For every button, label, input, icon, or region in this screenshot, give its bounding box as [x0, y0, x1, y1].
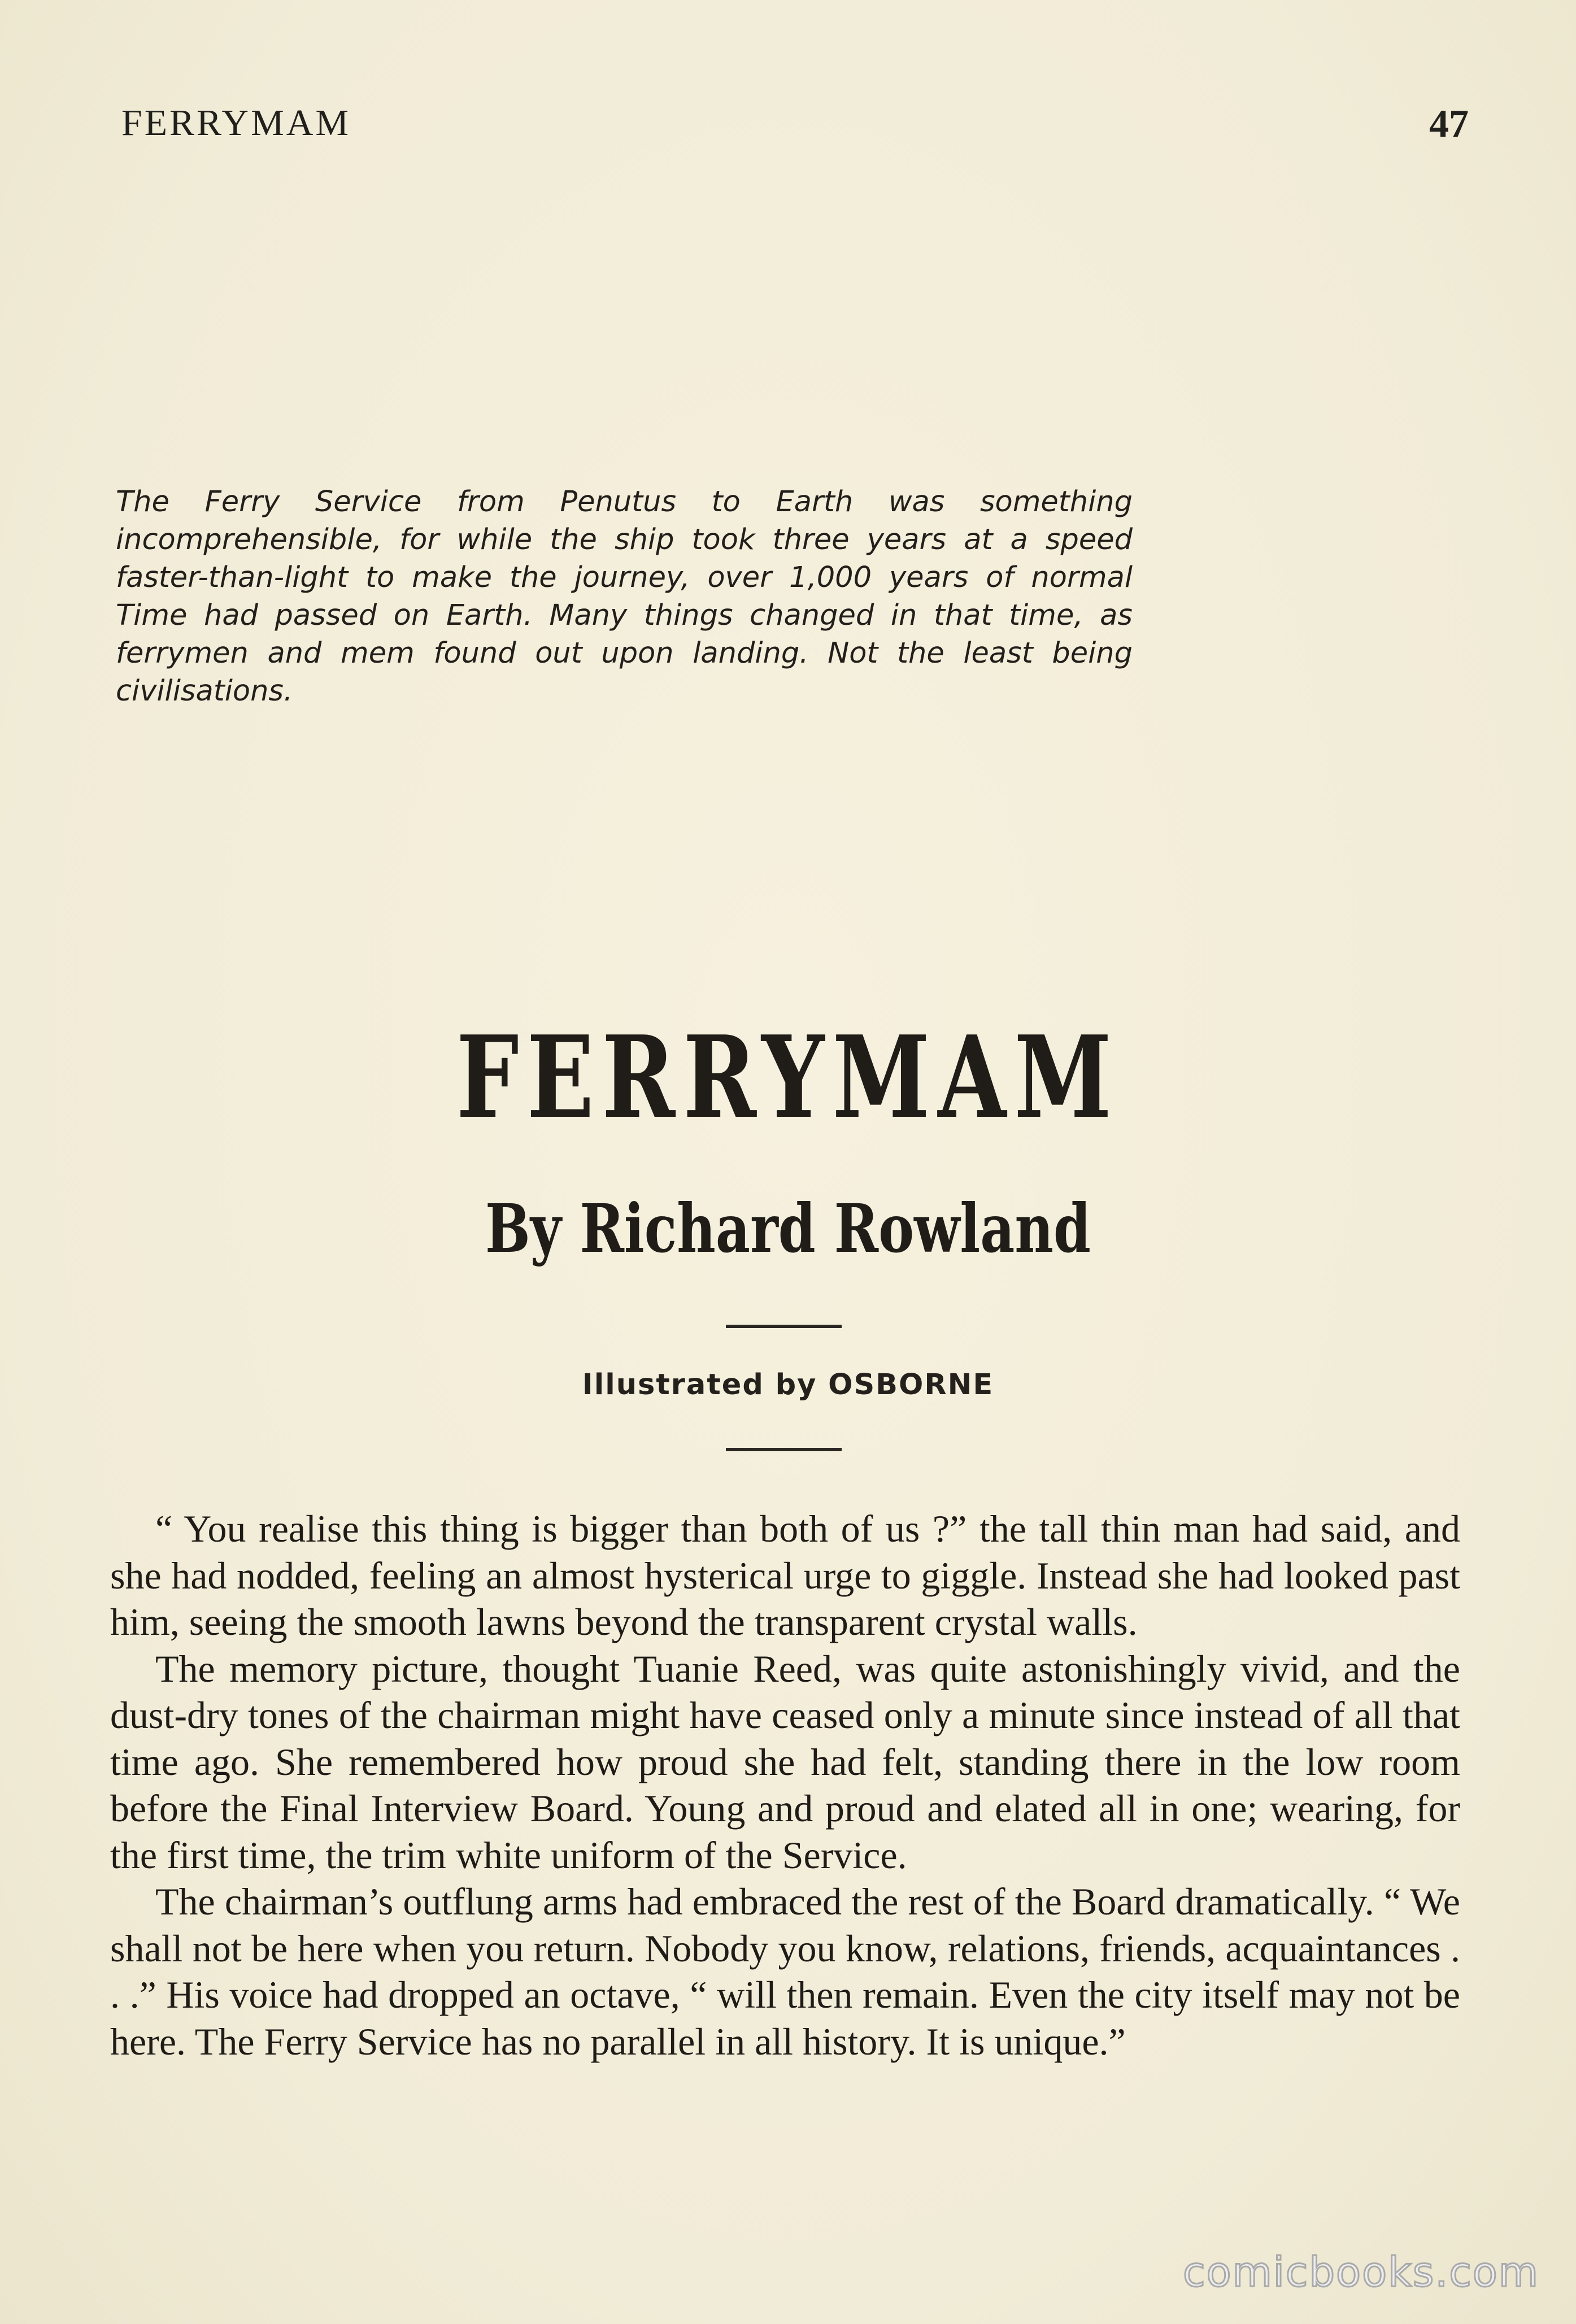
running-head-title: FERRYMAM [121, 102, 351, 143]
body-paragraph-1: “ You realise this thing is bigger than both of us ?” the tall thin man had said, and she had nodded, feeling an almost hysterical urge to giggle. Instead she had looked past him, seeing the smooth lawns beyond the transparent crystal walls. [110, 1507, 1460, 1643]
intro-blurb: The Ferry Service from Penutus to Earth was something incomprehensible, for while the ship took three years at a speed faster-than-light to make the journey, over 1,000 years of normal Time had passed on Earth. Many things changed in that time, as ferrymen and mem found out upon landing. Not the least being civilisations. [116, 485, 1133, 708]
site-watermark: comicbooks.com [1182, 2248, 1539, 2296]
story-byline: By Richard Rowland [485, 1189, 1091, 1268]
body-paragraph-2: The memory picture, thought Tuanie Reed, was quite astonishingly vivid, and the dust-dry tones of the chairman might have ceased only a minute since instead of all that time ago. She remembered how proud she had felt, standing there in the low room before the Final Interview Board. Young and proud and elated all in one; wearing, for the first time, the trim white uniform of the Service. [110, 1647, 1460, 1877]
illustrator-credit: Illustrated by OSBORNE [582, 1368, 994, 1402]
page-number: 47 [1429, 102, 1469, 146]
divider-rule-top [726, 1325, 842, 1328]
divider-rule-bottom [726, 1448, 842, 1451]
story-body [110, 1505, 1460, 2065]
body-paragraph-3: The chairman’s outflung arms had embraced the rest of the Board dramatically. “ We shall not be here when you return. Nobody you know, relations, friends, acquaintances . . .” His voice had dropped an octave, “ will then remain. Even the city itself may not be here. The Ferry Service has no parallel in all history. It is unique.” [110, 1880, 1460, 2063]
story-title: FERRYMAM [456, 1011, 1120, 1144]
